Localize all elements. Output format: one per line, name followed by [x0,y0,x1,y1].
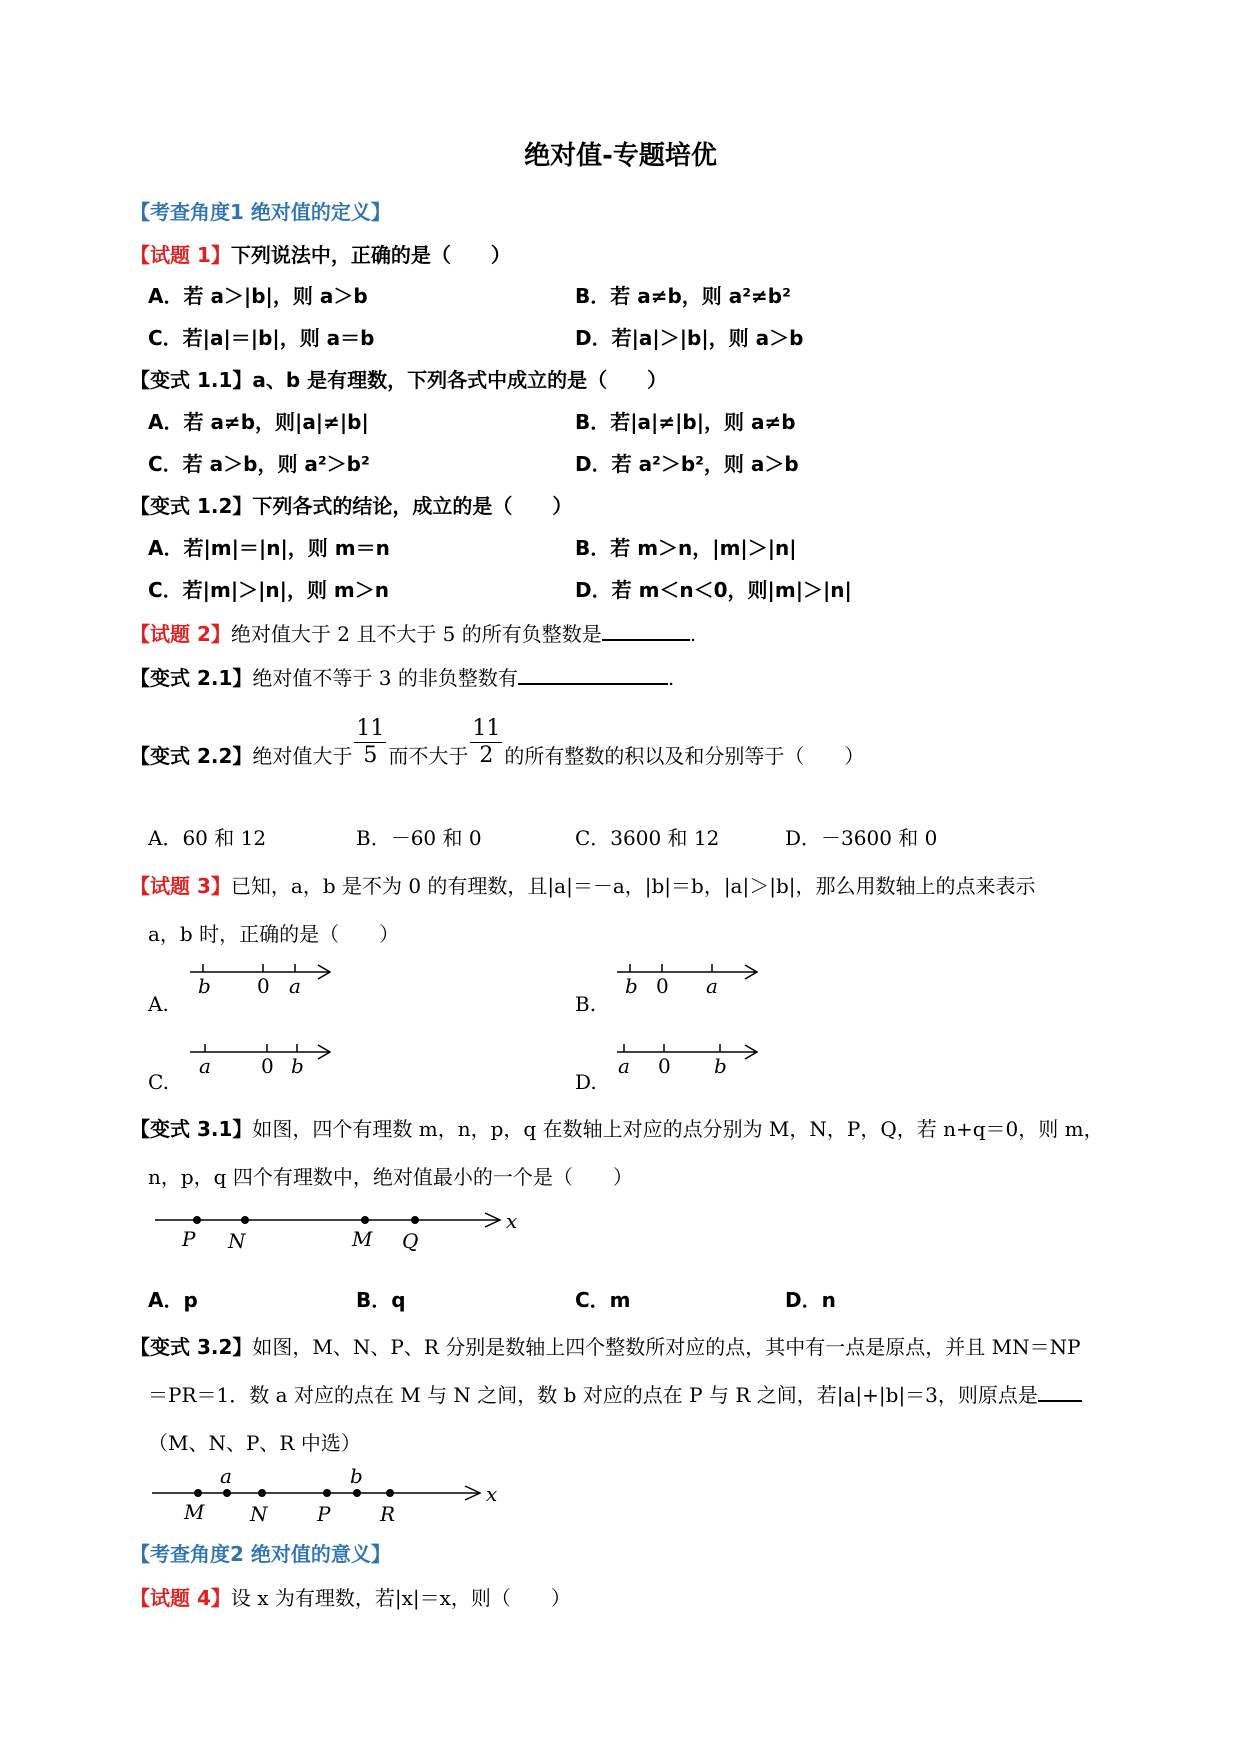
numerator: 11 [356,716,385,741]
stem-part: 而不大于 [388,744,469,768]
variant-2-1 [130,664,674,692]
point-label: P [317,1502,331,1526]
denominator: 5 [363,743,378,768]
option-a: A．若 a≠b，则|a|≠|b| [148,410,369,434]
option-b: B．－60 和 0 [356,826,482,850]
option-c: C．若|a|＝|b|，则 a＝b [148,326,375,350]
point-label: M [184,1500,205,1524]
option-c: C．若 a＞b，则 a²＞b² [148,452,370,476]
denominator: 2 [479,743,494,768]
option-b: B．q [356,1288,406,1312]
tick-label: b [714,1054,727,1078]
point-label: P [182,1227,196,1251]
option-d: D．若 a²＞b²，则 a＞b [575,452,799,476]
tick-label: 0 [658,1054,671,1078]
tick-label: 0 [656,974,669,998]
option-b: B．若|a|≠|b|，则 a≠b [575,410,796,434]
fraction-11-2 [470,716,502,769]
option-b: B．若 a≠b，则 a²≠b² [575,284,791,308]
question-label: 【变式 2.1】 [130,666,253,690]
answer-blank [518,665,668,685]
tick-label: a [618,1054,630,1078]
option-d: D．若 m＜n＜0，则|m|＞|n| [575,578,852,602]
question-label: 【变式 3.1】 [130,1117,253,1141]
tick-label: b [625,974,638,998]
question-stem: 绝对值大于 2 且不大于 5 的所有负整数是 [230,622,602,646]
number-line-mnpq [150,1208,530,1258]
point-label: Q [402,1229,419,1253]
point-label: a [220,1464,232,1488]
number-line-c [185,1040,335,1080]
option-d: D．－3600 和 0 [785,826,938,850]
variant-1-1 [130,366,667,394]
point-label: b [350,1464,363,1488]
question-label: 【试题 2】 [130,622,231,646]
option-c: C．3600 和 12 [575,826,720,850]
point-label: N [250,1502,268,1526]
axis-label: x [506,1209,518,1233]
question-4 [130,1584,571,1612]
option-c: C．m [575,1288,631,1312]
variant-3-1-line-1 [130,1115,1104,1143]
question-label: 【变式 2.2】 [130,744,253,768]
option-d: D．n [785,1288,836,1312]
question-2 [130,620,696,648]
variant-3-1-line-2: n，p，q 四个有理数中，绝对值最小的一个是（ ） [148,1165,633,1189]
option-c: C．若|m|＞|n|，则 m＞n [148,578,390,602]
period: . [689,622,697,646]
option-a-label: A. [148,992,169,1016]
tick-label: b [198,974,211,998]
question-stem: 已知，a，b 是不为 0 的有理数，且|a|＝－a，|b|＝b，|a|＞|b|，那么用数轴上的点来表示 [230,874,1036,898]
variant-1-2 [130,492,572,520]
variant-3-2-line-2 [148,1381,1082,1409]
stem-part: 的所有整数的积以及和分别等于（ ） [504,744,865,768]
question-label: 【变式 3.2】 [130,1335,253,1359]
question-3-line-2: a，b 时，正确的是（ ） [148,922,400,946]
question-stem: 设 x 为有理数，若|x|＝x，则（ ） [230,1586,571,1610]
section-heading-2: 【考查角度2 绝对值的意义】 [130,1542,391,1566]
option-a: A．若|m|＝|n|，则 m＝n [148,536,390,560]
fraction-11-5 [354,716,386,769]
question-stem: a、b 是有理数，下列各式中成立的是（ ） [252,368,668,392]
number-line-a [185,960,335,1000]
point-label: N [228,1229,246,1253]
option-a: A．若 a＞|b|，则 a＞b [148,284,368,308]
tick-label: a [706,974,718,998]
question-3-line-1 [130,872,1036,900]
tick-label: b [291,1054,304,1078]
option-b: B．若 m＞n，|m|＞|n| [575,536,797,560]
option-a: A．p [148,1288,198,1312]
question-stem: 如图，四个有理数 m，n，p，q 在数轴上对应的点分别为 M，N，P，Q，若 n+q＝0，则 m， [252,1117,1104,1141]
point-label: M [352,1227,373,1251]
tick-label: 0 [257,974,270,998]
stem-part: ＝PR＝1．数 a 对应的点在 M 与 N 之间，数 b 对应的点在 P 与 R 之间，若|a|+|b|＝3，则原点是 [148,1383,1038,1407]
period: . [667,666,675,690]
variant-3-2-line-1 [130,1333,1081,1361]
tick-label: a [289,974,301,998]
number-line-mnpr [150,1464,520,1527]
option-d-label: D. [575,1070,597,1094]
question-label: 【试题 3】 [130,874,231,898]
question-stem: 如图，M、N、P、R 分别是数轴上四个整数所对应的点，其中有一点是原点，并且 MN＝NP [252,1335,1081,1359]
number-line-b [612,960,762,1000]
tick-label: a [199,1054,211,1078]
variant-2-2 [130,716,865,770]
section-heading-1: 【考查角度1 绝对值的定义】 [130,200,391,224]
option-c-label: C. [148,1070,169,1094]
question-label: 【变式 1.2】 [130,494,253,518]
question-label: 【试题 4】 [130,1586,231,1610]
question-stem: 下列各式的结论，成立的是（ ） [252,494,573,518]
stem-part: 绝对值大于 [252,744,353,768]
tick-label: 0 [261,1054,274,1078]
question-1 [130,241,511,269]
answer-blank [1038,1382,1082,1402]
number-line-d [612,1040,762,1080]
question-stem: 绝对值不等于 3 的非负整数有 [252,666,518,690]
numerator: 11 [472,716,501,741]
option-d: D．若|a|＞|b|，则 a＞b [575,326,804,350]
axis-label: x [486,1482,498,1506]
option-a: A．60 和 12 [148,826,267,850]
variant-3-2-line-3: （M、N、P、R 中选） [148,1431,361,1455]
question-stem: 下列说法中，正确的是（ ） [230,243,511,267]
answer-blank [602,621,690,641]
point-label: R [380,1502,396,1526]
page-title: 绝对值-专题培优 [524,141,717,171]
question-label: 【变式 1.1】 [130,368,253,392]
option-b-label: B. [575,992,597,1016]
question-label: 【试题 1】 [130,243,231,267]
